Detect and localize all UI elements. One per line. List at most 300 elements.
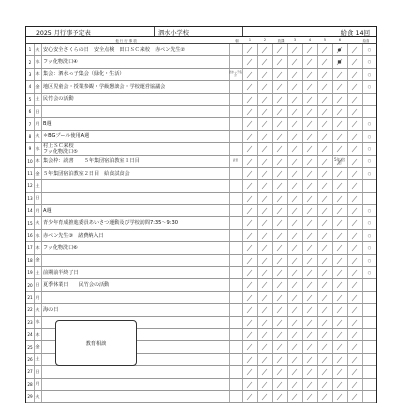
row-meal: ○: [367, 220, 372, 226]
row-date: 27: [26, 366, 35, 377]
school-name: 泗水小学校: [158, 30, 189, 37]
grid-line: [242, 366, 243, 377]
slash-mark: [306, 96, 314, 104]
grid-line: [272, 366, 273, 377]
slash-mark: [351, 96, 359, 104]
row-weekday: 火: [34, 304, 42, 315]
grid-line: [347, 317, 348, 328]
schedule-row: [26, 143, 376, 155]
row-date: 8: [26, 131, 35, 142]
col-1: 1: [248, 38, 252, 42]
row-event: [43, 143, 229, 154]
slash-mark: [276, 219, 284, 227]
grid-line: [347, 217, 348, 228]
row-date: 18: [26, 255, 35, 266]
row-date: 14: [26, 205, 35, 216]
grid-line: [302, 366, 303, 377]
row-date: 1: [26, 44, 35, 55]
row-event-line1: ５年集団宿泊教室２日目 給食試食会: [43, 170, 130, 177]
grid-line: [242, 292, 243, 303]
row-date: 13: [26, 193, 35, 204]
slash-mark: [306, 306, 314, 314]
grid-line: [347, 329, 348, 340]
slash-mark: [246, 219, 254, 227]
slash-mark: [246, 244, 254, 252]
slash-mark: [321, 83, 329, 91]
row-date: 15: [26, 217, 35, 228]
grid-line: [242, 94, 243, 105]
row-event-line1: フッ化物洗口④: [43, 59, 78, 66]
slash-mark: [321, 368, 329, 376]
slash-mark: [351, 294, 359, 302]
row-event-line1: 海の日: [43, 306, 59, 313]
slash-mark: [291, 170, 299, 178]
row-date: 6: [26, 106, 35, 117]
row-mark: [332, 217, 347, 228]
grid-line: [242, 379, 243, 390]
row-date: 29: [26, 391, 35, 402]
grid-line: [257, 143, 258, 154]
grid-line: [302, 205, 303, 216]
grid-line: [347, 81, 348, 92]
slash-mark: [246, 306, 254, 314]
row-sched-note: [229, 317, 242, 328]
row-date: 20: [26, 279, 35, 290]
slash-mark: [321, 306, 329, 314]
row-weekday: 水: [34, 56, 42, 67]
slash-mark: [261, 232, 269, 240]
slash-mark: [351, 71, 359, 79]
grid-line: [347, 379, 348, 390]
grid-line: [317, 205, 318, 216]
grid-line: [302, 131, 303, 142]
schedule-row: [26, 168, 376, 180]
row-weekday: 土: [34, 180, 42, 191]
slash-mark: [321, 219, 329, 227]
grid-line: [302, 168, 303, 179]
slash-mark: [291, 207, 299, 215]
grid-line: [257, 242, 258, 253]
slash-mark: [321, 108, 329, 116]
grid-line: [272, 267, 273, 278]
grid-line: [257, 304, 258, 315]
row-sched-note: [229, 193, 242, 204]
row-date: 7: [26, 118, 35, 129]
slash-mark: [261, 381, 269, 389]
grid-line: [287, 242, 288, 253]
row-weekday: 日: [34, 106, 42, 117]
slash-mark: [261, 244, 269, 252]
slash-mark: [276, 381, 284, 389]
slash-mark: [306, 71, 314, 79]
slash-mark: [246, 331, 254, 339]
slash-mark: [291, 219, 299, 227]
slash-mark: [321, 244, 329, 252]
row-weekday: 月: [34, 292, 42, 303]
grid-line: [257, 366, 258, 377]
grid-line: [272, 156, 273, 167]
slash-mark: [321, 331, 329, 339]
slash-mark: [261, 331, 269, 339]
grid-line: [242, 267, 243, 278]
grid-line: [317, 193, 318, 204]
row-date: 10: [26, 156, 35, 167]
grid-line: [257, 341, 258, 352]
slash-mark: [261, 120, 269, 128]
row-weekday: 金: [34, 341, 42, 352]
grid-line: [287, 279, 288, 290]
grid-line: [347, 354, 348, 365]
slash-mark: [321, 356, 329, 364]
row-date: 19: [26, 267, 35, 278]
row-meal: ○: [367, 71, 372, 77]
grid-line: [302, 242, 303, 253]
row-meal: [362, 193, 377, 204]
grid-line: [347, 118, 348, 129]
row-event-line1: 前期前半終了日: [43, 269, 79, 276]
row-event: [43, 180, 229, 191]
grid-line: [272, 44, 273, 55]
grid-line: [272, 193, 273, 204]
grid-line: [287, 81, 288, 92]
grid-line: [257, 292, 258, 303]
grid-line: [347, 341, 348, 352]
grid-line: [317, 391, 318, 402]
row-weekday: 火: [34, 44, 42, 55]
slash-mark: [246, 195, 254, 203]
slash-mark: [246, 170, 254, 178]
row-mark: ●: [337, 46, 342, 52]
grid-line: [317, 230, 318, 241]
slash-mark: [321, 381, 329, 389]
row-event-line1: フッ化物洗口⑥: [43, 244, 78, 251]
schedule-row: [26, 267, 376, 279]
slash-mark: [246, 232, 254, 240]
row-sched-note: [229, 205, 242, 216]
grid-line: [287, 267, 288, 278]
sheet-header: [25, 26, 377, 37]
grid-line: [242, 391, 243, 402]
slash-mark: [351, 207, 359, 215]
grid-line: [287, 44, 288, 55]
schedule-row: [26, 69, 376, 81]
slash-mark: [246, 120, 254, 128]
row-sched-note: [229, 379, 242, 390]
grid-line: [317, 168, 318, 179]
grid-line: [257, 329, 258, 340]
slash-mark: [306, 108, 314, 116]
slash-mark: [321, 281, 329, 289]
row-mark: [332, 255, 347, 266]
row-meal: ○: [367, 146, 372, 152]
row-meal: [362, 317, 377, 328]
schedule-row: [26, 156, 376, 168]
row-date: 4: [26, 81, 35, 92]
row-meal: ○: [367, 59, 372, 65]
slash-mark: [291, 182, 299, 190]
grid-line: [287, 292, 288, 303]
grid-line: [272, 143, 273, 154]
slash-mark: [351, 195, 359, 203]
slash-mark: [276, 207, 284, 215]
grid-line: [287, 118, 288, 129]
slash-mark: [291, 331, 299, 339]
schedule-row: [26, 230, 376, 242]
slash-mark: [276, 269, 284, 277]
slash-mark: [246, 71, 254, 79]
row-event: [43, 56, 229, 67]
slash-mark: [261, 195, 269, 203]
row-meal: [362, 379, 377, 390]
slash-mark: [246, 257, 254, 265]
slash-mark: [291, 120, 299, 128]
grid-line: [242, 156, 243, 167]
grid-line: [242, 304, 243, 315]
grid-line: [287, 205, 288, 216]
row-event: [43, 118, 229, 129]
row-mark: [332, 131, 347, 142]
row-mark: [332, 379, 347, 390]
slash-mark: [306, 58, 314, 66]
slash-mark: [276, 195, 284, 203]
grid-line: [257, 267, 258, 278]
slash-mark: [321, 46, 329, 54]
grid-line: [287, 180, 288, 191]
row-mark: [332, 341, 347, 352]
grid-line: [317, 44, 318, 55]
slash-mark: [306, 331, 314, 339]
grid-line: [257, 354, 258, 365]
col-5: 4: [308, 38, 312, 42]
row-meal: ○: [367, 232, 372, 238]
slash-mark: [261, 269, 269, 277]
row-meal: ○: [367, 121, 372, 127]
grid-line: [287, 317, 288, 328]
grid-line: [302, 304, 303, 315]
grid-line: [287, 379, 288, 390]
slash-mark: [261, 58, 269, 66]
slash-mark: [291, 133, 299, 141]
row-sched-note: [229, 329, 242, 340]
slash-mark: [261, 145, 269, 153]
grid-line: [242, 193, 243, 204]
slash-mark: [276, 319, 284, 327]
grid-line: [287, 329, 288, 340]
row-meal: ○: [367, 170, 372, 176]
grid-line: [257, 94, 258, 105]
grid-line: [302, 217, 303, 228]
row-meal: [362, 391, 377, 402]
slash-mark: [246, 207, 254, 215]
slash-mark: [291, 319, 299, 327]
slash-mark: [306, 356, 314, 364]
row-event: [43, 106, 229, 117]
row-date: 11: [26, 168, 35, 179]
schedule-row: [26, 118, 376, 130]
slash-mark: [306, 83, 314, 91]
slash-mark: [351, 269, 359, 277]
row-event-line1: 地区児童会・授業参観・学級懇談会・学校運営協議会: [43, 83, 166, 90]
row-event: [43, 242, 229, 253]
row-meal: [362, 106, 377, 117]
grid-line: [242, 69, 243, 80]
grid-line: [287, 143, 288, 154]
slash-mark: [276, 294, 284, 302]
slash-mark: [276, 356, 284, 364]
col-7: 6: [338, 38, 342, 42]
grid-line: [317, 56, 318, 67]
slash-mark: [246, 269, 254, 277]
grid-line: [317, 341, 318, 352]
schedule-row: [26, 44, 376, 56]
row-event-line2: フッ化物洗口⑤: [43, 148, 78, 155]
slash-mark: [351, 281, 359, 289]
slash-mark: [276, 96, 284, 104]
row-sched-note: [229, 304, 242, 315]
row-sched-note: [229, 341, 242, 352]
grid-line: [317, 292, 318, 303]
grid-line: [317, 217, 318, 228]
row-date: 28: [26, 379, 35, 390]
grid-line: [242, 217, 243, 228]
grid-line: [257, 81, 258, 92]
slash-mark: [291, 96, 299, 104]
grid-line: [302, 81, 303, 92]
slash-mark: [291, 145, 299, 153]
slash-mark: [291, 281, 299, 289]
row-mark: ■: [337, 59, 342, 65]
slash-mark: [321, 207, 329, 215]
grid-line: [347, 193, 348, 204]
slash-mark: [351, 120, 359, 128]
row-meal: ○: [367, 158, 372, 164]
slash-mark: [291, 269, 299, 277]
row-sched-note: [229, 292, 242, 303]
grid-line: [347, 366, 348, 377]
col-2: 2: [263, 38, 267, 42]
row-date: 26: [26, 354, 35, 365]
grid-line: [287, 193, 288, 204]
slash-mark: [351, 381, 359, 389]
grid-line: [272, 354, 273, 365]
grid-line: [302, 292, 303, 303]
grid-line: [317, 279, 318, 290]
slash-mark: [306, 244, 314, 252]
row-event-line1: 赤ペン先生③ 諸費納入日: [43, 232, 104, 239]
row-weekday: 木: [34, 242, 42, 253]
slash-mark: [276, 232, 284, 240]
slash-mark: [246, 108, 254, 116]
slash-mark: [351, 133, 359, 141]
grid-line: [257, 118, 258, 129]
slash-mark: [261, 294, 269, 302]
row-meal: [362, 354, 377, 365]
row-sched-note: [229, 94, 242, 105]
slash-mark: [351, 108, 359, 116]
slash-mark: [291, 368, 299, 376]
grid-line: [272, 391, 273, 402]
slash-mark: [261, 319, 269, 327]
slash-mark: [351, 46, 359, 54]
grid-line: [287, 341, 288, 352]
slash-mark: [246, 281, 254, 289]
slash-mark: [246, 96, 254, 104]
row-date: 17: [26, 242, 35, 253]
slash-mark: [276, 71, 284, 79]
row-sched-note: [229, 56, 242, 67]
grid-line: [242, 118, 243, 129]
slash-mark: [276, 182, 284, 190]
schedule-row: [26, 94, 376, 106]
grid-line: [287, 56, 288, 67]
row-date: 21: [26, 292, 35, 303]
slash-mark: [261, 96, 269, 104]
slash-mark: [276, 120, 284, 128]
row-mark: [332, 193, 347, 204]
slash-mark: [321, 120, 329, 128]
slash-mark: [291, 356, 299, 364]
slash-mark: [246, 294, 254, 302]
grid-line: [272, 131, 273, 142]
slash-mark: [306, 269, 314, 277]
grid-line: [257, 69, 258, 80]
schedule-row: [26, 255, 376, 267]
slash-mark: [306, 195, 314, 203]
row-mark: [332, 168, 347, 179]
slash-mark: [291, 108, 299, 116]
slash-mark: [351, 319, 359, 327]
slash-mark: [321, 294, 329, 302]
grid-line: [257, 217, 258, 228]
row-event-line1: 青少年育成推進委員あいさつ運動及び学校訪問7:35～9:30: [43, 220, 178, 227]
row-weekday: 火: [34, 131, 42, 142]
note-box-label: 教育相談: [85, 340, 107, 347]
slash-mark: [246, 343, 254, 351]
grid-line: [242, 279, 243, 290]
grid-line: [242, 354, 243, 365]
row-mark: [332, 304, 347, 315]
grid-line: [272, 292, 273, 303]
grid-line: [347, 56, 348, 67]
grid-line: [302, 317, 303, 328]
schedule-row: [26, 366, 376, 378]
row-weekday: 日: [34, 366, 42, 377]
slash-mark: [261, 368, 269, 376]
slash-mark: [306, 46, 314, 54]
row-sched-note: [229, 217, 242, 228]
row-mark: 5年宿泊: [333, 156, 346, 166]
slash-mark: [351, 356, 359, 364]
slash-mark: [246, 83, 254, 91]
row-event: [43, 304, 229, 315]
grid-line: [257, 379, 258, 390]
slash-mark: [246, 46, 254, 54]
note-box: [55, 320, 137, 366]
schedule-row: [26, 379, 376, 391]
slash-mark: [276, 306, 284, 314]
grid-line: [257, 44, 258, 55]
grid-line: [302, 143, 303, 154]
row-weekday: 日: [34, 279, 42, 290]
grid-line: [242, 168, 243, 179]
col-8: 給食: [362, 39, 370, 43]
row-mark: [332, 230, 347, 241]
slash-mark: [276, 343, 284, 351]
row-meal: ○: [367, 46, 372, 52]
slash-mark: [306, 207, 314, 215]
row-event-line1: 村上ＳＣ来校: [43, 143, 74, 149]
slash-mark: [291, 343, 299, 351]
